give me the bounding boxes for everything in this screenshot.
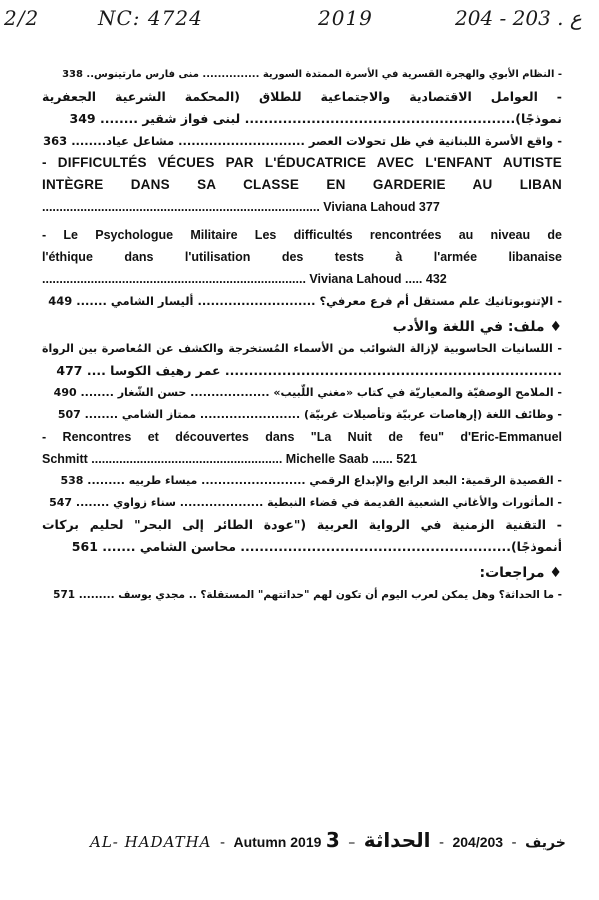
section-heading: ♦ مراجعات:	[479, 565, 562, 581]
toc-entry-line: - اللسانيات الحاسوبية لإزالة الشوائب من الأسماء المُستخرجة والكشف عن المُعاصرة بين الرواة	[42, 342, 562, 355]
toc-entry-line: - التقنية الزمنية في الرواية العربية ("عودة الطائر إلى البحر" لحليم بركات	[42, 517, 562, 532]
page-footer: AL- HADATHA - Autumn 2019 خريف - 204/203 - الحداثة – 3	[90, 828, 566, 852]
toc-entry-line: - النظام الأبوي والهجرة القسرية في الأسرة الممتدة السورية ............... منى فارس مارتينوس.. 338	[62, 69, 562, 80]
footer-issue: 204/203	[452, 834, 504, 850]
toc-entry-line: Schmitt ....................................................... Michelle Saab ...... 521	[42, 452, 418, 466]
table-of-contents	[42, 64, 562, 606]
toc-entry-line: ............................................................................ Viviana Lahoud ..... 432	[42, 272, 447, 286]
footer-season-arabic: خريف	[525, 835, 566, 851]
footer-page-number: 3	[325, 828, 340, 852]
toc-entry-line: - وظائف اللغة (إرهاصات عربيّة وتأصيلات غربيّة) ........................ ممتاز الشامي ........ 507	[57, 408, 562, 421]
handwritten-issue-range: 204 - 203 . ع	[455, 6, 582, 30]
toc-entry-line: ....................................................................... عمر رهيف الكوسا .... 477	[56, 363, 562, 378]
handwritten-catalog-number: NC: 4724	[98, 6, 203, 30]
toc-entry-line: - العوامل الاقتصادية والاجتماعية للطلاق (المحكمة الشرعية الجعفرية	[42, 89, 562, 104]
toc-entry-line: - Le Psychologue Militaire Les difficultés rencontrées au niveau de	[42, 228, 562, 242]
toc-entry-line: - المأثورات والأغاني الشعبية القديمة في قضاء النبطية .................... سناء زواوي ........ 547	[49, 496, 562, 509]
handwritten-year: 2019	[318, 6, 373, 30]
toc-entry-line: - ما الحداثة؟ وهل يمكن لعرب اليوم أن تكون لهم "حداثتهم" المستقلة؟ .. مجدي يوسف ......... 571	[53, 589, 562, 601]
toc-entry-line: - القصيدة الرقمية: البعد الرابع والإبداع الرقمي ......................... ميساء طربيه ......... 538	[60, 474, 562, 487]
toc-entry-line: - الإتنوبوتانيك علم مستقل أم فرع معرفي؟ ........................... أليسار الشامي ....... 449	[48, 294, 562, 308]
toc-entry-line: - الملامح الوصفيّة والمعياريّة في كتاب «مغني اللّبيب» ................... حسن الشّغار ........ 490	[53, 386, 562, 399]
toc-entry-line: نموذجًا)......................................................... لبنى فواز شقير ........ 349	[69, 111, 562, 126]
footer-season-latin: Autumn 2019	[233, 834, 322, 850]
handwritten-page-fraction: 2/2	[4, 6, 40, 30]
footer-journal-arabic: الحداثة	[363, 828, 431, 852]
toc-entry-line: - واقع الأسرة اللبنانية في ظل تحولات العصر ............................. مشاعل عياد........ 363	[43, 134, 562, 148]
toc-entry-line: ................................................................................ Viviana Lahoud 377	[42, 200, 440, 214]
toc-entry-line: - Rencontres et découvertes dans "La Nuit de feu" d'Eric-Emmanuel	[42, 430, 562, 444]
toc-entry-line: أنموذجًا)......................................................... محاسن الشامي ....... 561	[71, 539, 562, 554]
footer-journal-latin: AL- HADATHA	[90, 833, 212, 851]
toc-entry-line: l'éthique dans l'utilisation des tests à l'armée libanaise	[42, 250, 562, 264]
section-heading: ♦ ملف: في اللغة والأدب	[392, 319, 562, 335]
toc-entry-line: - DIFFICULTÉS VÉCUES PAR L'ÉDUCATRICE AVEC L'ENFANT AUTISTE	[42, 155, 562, 170]
toc-entry-line: INTÈGRE DANS SA CLASSE EN GARDERIE AU LIBAN	[42, 177, 562, 192]
